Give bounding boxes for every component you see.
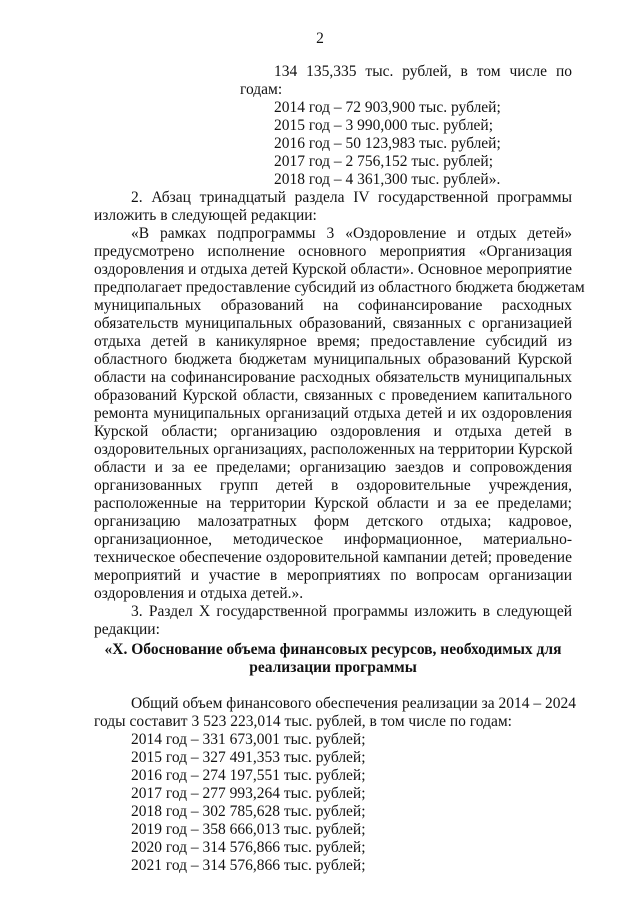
- page-number: 2: [316, 30, 324, 47]
- intro-year-2015: 2015 год – 3 990,000 тыс. рублей;: [274, 117, 494, 134]
- quote-line: организационное, методическое информационное, материально-: [94, 531, 572, 548]
- item2-line-2: изложить в следующей редакции:: [94, 207, 317, 224]
- intro-year-2017: 2017 год – 2 756,152 тыс. рублей;: [274, 153, 494, 170]
- quote-line: оздоровления и отдыха детей Курской области». Основное мероприятие: [94, 261, 572, 278]
- quote-line: муниципальных образований на софинансирование расходных: [94, 297, 572, 314]
- quote-line: Курской области; организацию оздоровления и отдыха детей в: [94, 423, 572, 440]
- year-2015: 2015 год – 327 491,353 тыс. рублей;: [131, 749, 366, 766]
- intro-line-2: годам:: [240, 81, 283, 98]
- quote-line: организованных групп детей в оздоровительные учреждения,: [94, 477, 572, 494]
- quote-line: обязательств муниципальных образований, связанных с организацией: [94, 315, 572, 332]
- quote-line: оздоровительных организациях, расположенных на территории Курской: [94, 441, 573, 458]
- quote-line: мероприятий и участие в мероприятиях по вопросам организации: [94, 567, 572, 584]
- section-title-line-1: «X. Обоснование объема финансовых ресурсов, необходимых для: [104, 641, 562, 658]
- quote-line: ремонта муниципальных организаций отдыха детей и их оздоровления: [94, 405, 572, 422]
- intro-year-2018: 2018 год – 4 361,300 тыс. рублей».: [274, 171, 501, 188]
- item2-line-1: 2. Абзац тринадцатый раздела IV государственной программы: [131, 189, 572, 206]
- quote-line: предполагает предоставление субсидий из областного бюджета бюджетам: [94, 279, 585, 296]
- year-2018: 2018 год – 302 785,628 тыс. рублей;: [131, 803, 366, 820]
- quote-line: области на софинансирование расходных обязательств муниципальных: [94, 369, 572, 386]
- year-2020: 2020 год – 314 576,866 тыс. рублей;: [131, 839, 366, 856]
- year-2017: 2017 год – 277 993,264 тыс. рублей;: [131, 785, 366, 802]
- quote-line: организацию малозатратных форм детского отдыха; кадровое,: [94, 513, 572, 530]
- year-2016: 2016 год – 274 197,551 тыс. рублей;: [131, 767, 366, 784]
- intro-line-1: 134 135,335 тыс. рублей, в том числе по: [274, 63, 572, 80]
- item3-line-2: редакции:: [94, 621, 160, 638]
- item3-line-1: 3. Раздел X государственной программы изложить в следующей: [131, 603, 572, 620]
- year-2021: 2021 год – 314 576,866 тыс. рублей;: [131, 857, 366, 874]
- quote-line: отдыха детей в каникулярное время; предоставление субсидий из: [94, 333, 572, 350]
- quote-line: области и за ее пределами; организацию заездов и сопровождения: [94, 459, 572, 476]
- quote-line: предусмотрено исполнение основного мероприятия «Организация: [94, 243, 572, 260]
- quote-line: «В рамках подпрограммы 3 «Оздоровление и отдых детей»: [131, 225, 572, 242]
- quote-line: оздоровления и отдыха детей.».: [94, 585, 304, 602]
- quote-line: образований Курской области, связанных с проведением капитального: [94, 387, 572, 404]
- intro-year-2014: 2014 год – 72 903,900 тыс. рублей;: [274, 99, 501, 116]
- intro-year-2016: 2016 год – 50 123,983 тыс. рублей;: [274, 135, 501, 152]
- year-2019: 2019 год – 358 666,013 тыс. рублей;: [131, 821, 366, 838]
- quote-line: областного бюджета бюджетам муниципальных образований Курской: [94, 351, 572, 368]
- section-title-line-2: реализации программы: [249, 659, 417, 676]
- quote-line: расположенные на территории Курской области и за ее пределами;: [94, 495, 572, 512]
- total-line-2: годы составит 3 523 223,014 тыс. рублей, в том числе по годам:: [94, 713, 512, 730]
- year-2014: 2014 год – 331 673,001 тыс. рублей;: [131, 731, 366, 748]
- quote-line: техническое обеспечение оздоровительной кампании детей; проведение: [94, 549, 572, 566]
- total-line-1: Общий объем финансового обеспечения реализации за 2014 – 2024: [131, 695, 576, 712]
